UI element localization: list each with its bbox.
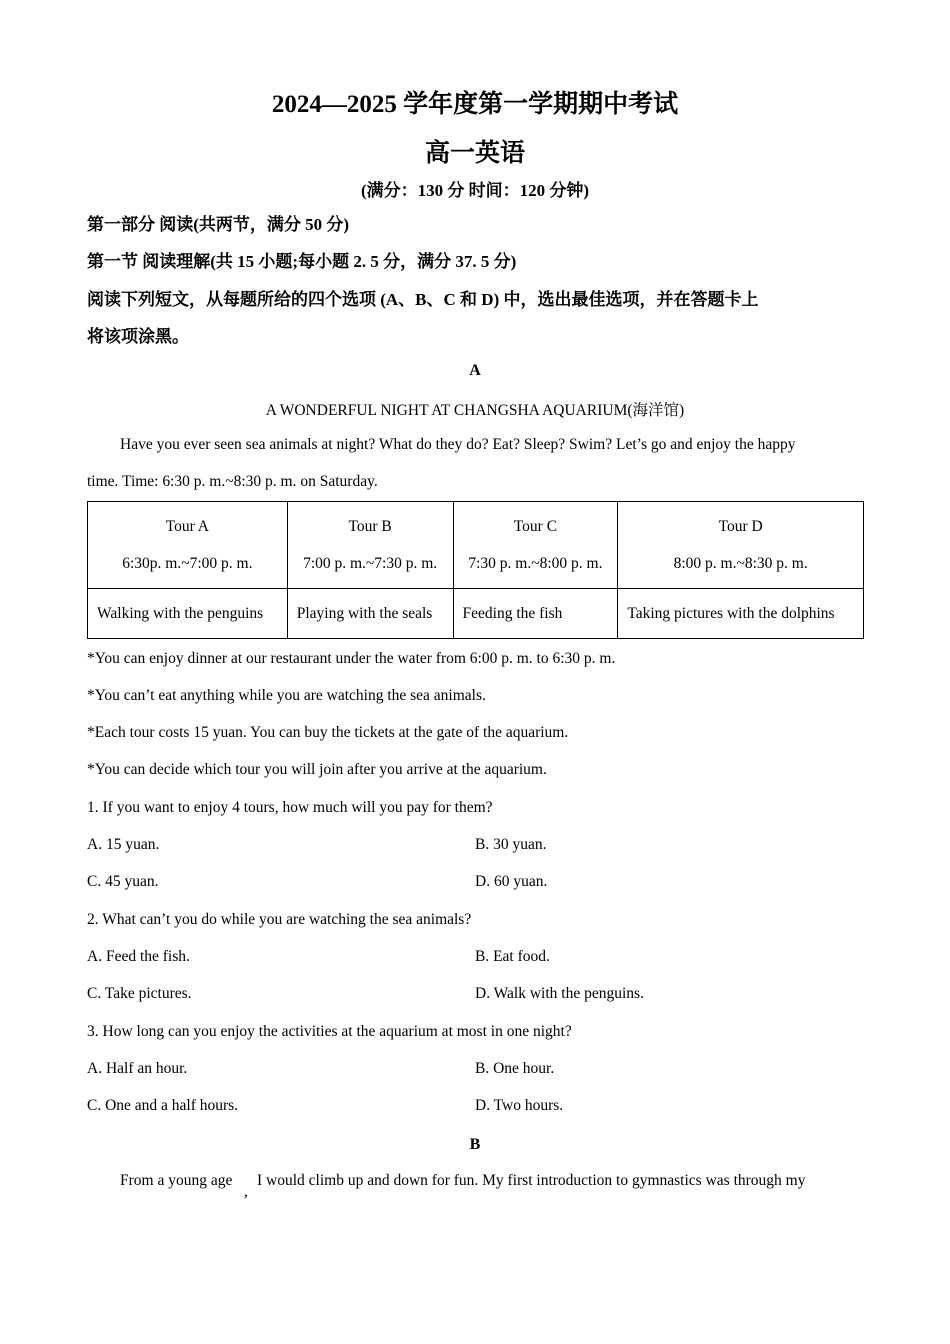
option-1b: B. 30 yuan. xyxy=(475,836,547,853)
passage-a-intro-2: time. Time: 6:30 p. m.~8:30 p. m. on Saturday. xyxy=(87,473,378,490)
option-3d: D. Two hours. xyxy=(475,1097,564,1114)
tour-name: Tour B xyxy=(348,518,392,535)
instruction-line-1: 阅读下列短文，从每题所给的四个选项 (A、B、C 和 D) 中，选出最佳选项，并在答题卡上 xyxy=(87,290,759,309)
passage-b-comma: , xyxy=(244,1183,248,1200)
option-2b: B. Eat food. xyxy=(475,948,550,965)
option-3a: A. Half an hour. xyxy=(87,1060,188,1077)
tour-time: 6:30p. m.~7:00 p. m. xyxy=(122,555,253,572)
option-1d: D. 60 yuan. xyxy=(475,873,548,890)
section-heading: 第一节 阅读理解(共 15 小题;每小题 2. 5 分，满分 37. 5 分) xyxy=(87,252,517,271)
option-2a: A. Feed the fish. xyxy=(87,948,190,965)
note-1: *You can enjoy dinner at our restaurant under the water from 6:00 p. m. to 6:30 p. m. xyxy=(87,650,616,667)
exam-subject: 高一英语 xyxy=(424,140,525,167)
note-2: *You can’t eat anything while you are watching the sea animals. xyxy=(87,687,486,704)
passage-b-line-1b: I would climb up and down for fun. My first introduction to gymnastics was through my xyxy=(257,1172,806,1189)
tour-time: 8:00 p. m.~8:30 p. m. xyxy=(673,555,808,572)
option-3c: C. One and a half hours. xyxy=(87,1097,239,1114)
option-1c: C. 45 yuan. xyxy=(87,873,159,890)
tour-table xyxy=(87,501,864,639)
tour-cell xyxy=(618,502,864,589)
option-3b: B. One hour. xyxy=(475,1060,555,1077)
option-2c: C. Take pictures. xyxy=(87,985,192,1002)
note-3: *Each tour costs 15 yuan. You can buy the tickets at the gate of the aquarium. xyxy=(87,724,569,741)
passage-b-line-1a: From a young age xyxy=(120,1172,233,1189)
tour-activity: Taking pictures with the dolphins xyxy=(618,589,864,639)
instruction-line-2: 将该项涂黑。 xyxy=(87,327,189,346)
question-3: 3. How long can you enjoy the activities at the aquarium at most in one night? xyxy=(87,1023,572,1040)
part-heading: 第一部分 阅读(共两节，满分 50 分) xyxy=(87,215,350,234)
note-4: *You can decide which tour you will join after you arrive at the aquarium. xyxy=(87,761,547,778)
tour-cell xyxy=(453,502,618,589)
tour-name: Tour A xyxy=(165,518,209,535)
tour-cell xyxy=(287,502,453,589)
tour-time: 7:00 p. m.~7:30 p. m. xyxy=(303,555,438,572)
tour-activity: Feeding the fish xyxy=(453,589,618,639)
tour-activity: Playing with the seals xyxy=(287,589,453,639)
exam-title: 2024—2025 学年度第一学期期中考试 xyxy=(271,91,679,118)
tour-name: Tour C xyxy=(513,518,558,535)
option-2d: D. Walk with the penguins. xyxy=(475,985,644,1002)
option-1a: A. 15 yuan. xyxy=(87,836,160,853)
question-2: 2. What can’t you do while you are watching the sea animals? xyxy=(87,911,472,928)
tour-time: 7:30 p. m.~8:00 p. m. xyxy=(468,555,603,572)
tour-name: Tour D xyxy=(718,518,763,535)
passage-b-letter: B xyxy=(469,1136,481,1153)
tour-activity: Walking with the penguins xyxy=(88,589,288,639)
passage-a-intro-1: Have you ever seen sea animals at night? What do they do? Eat? Sleep? Swim? Let’s go and enjoy the happy xyxy=(120,436,796,453)
passage-a-letter: A xyxy=(469,362,481,379)
exam-meta: (满分：130 分 时间：120 分钟) xyxy=(360,181,590,200)
tour-cell xyxy=(88,502,288,589)
passage-a-title: A WONDERFUL NIGHT AT CHANGSHA AQUARIUM(海洋馆) xyxy=(265,402,685,419)
question-1: 1. If you want to enjoy 4 tours, how much will you pay for them? xyxy=(87,799,493,816)
